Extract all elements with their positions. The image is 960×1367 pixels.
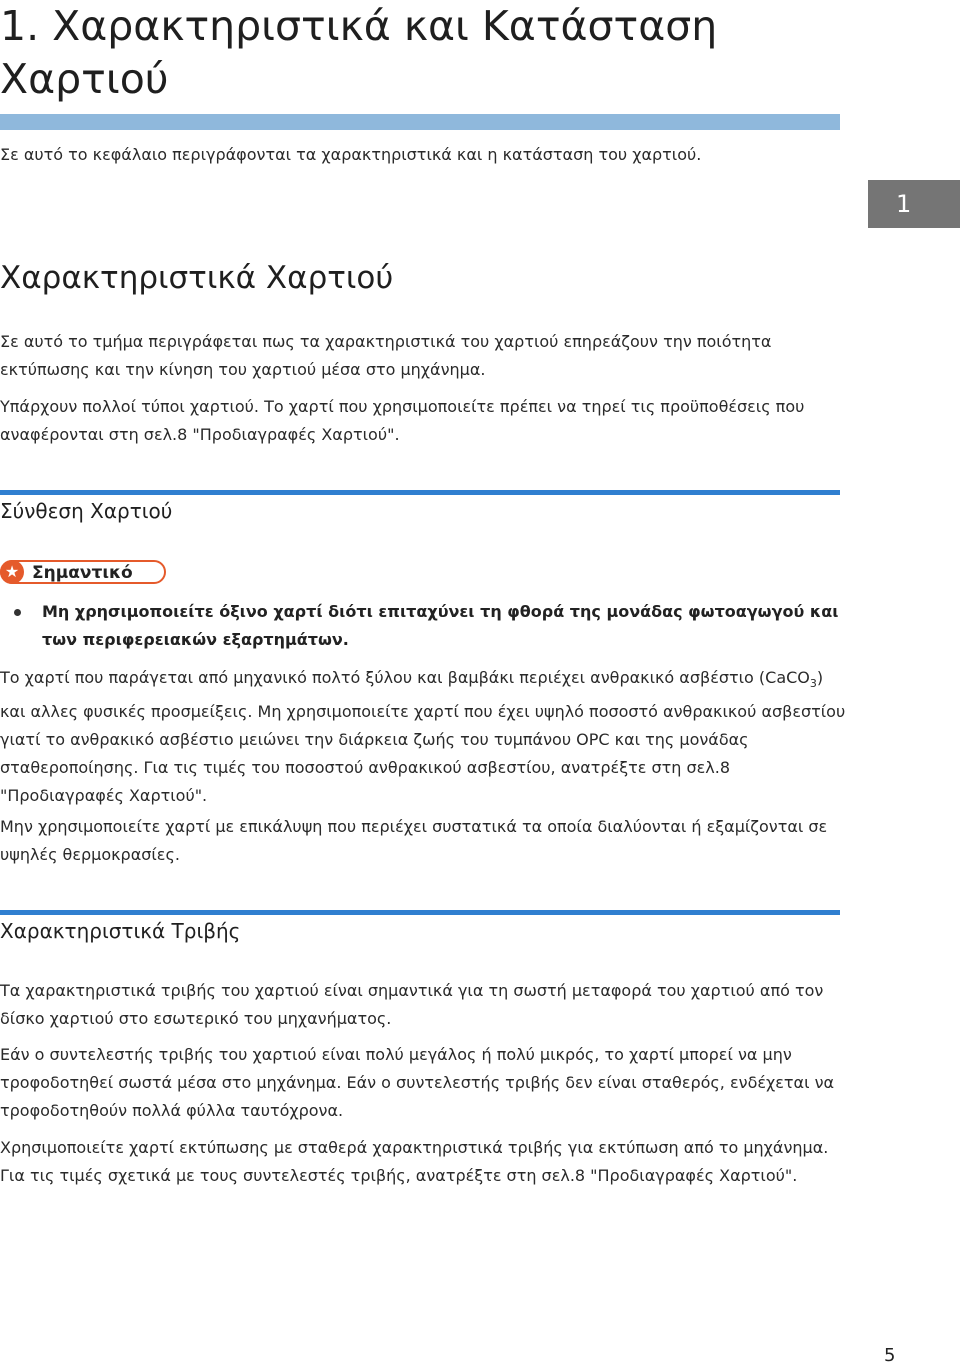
chemical-subscript: 3	[809, 677, 817, 691]
chapter-title: 1. Χαρακτηριστικά και Κατάσταση Χαρτιού	[0, 2, 718, 103]
composition-paragraph-1-start: Το χαρτί που παράγεται από μηχανικό πολτό ξύλου και βαμβάκι περιέχει ανθρακικό ασβέστιο (CaCO	[0, 668, 810, 687]
important-bullet-list	[0, 598, 850, 654]
friction-paragraph-2: Εάν ο συντελεστής τριβής του χαρτιού είναι πολύ μεγάλος ή πολύ μικρός, το χαρτί μπορεί να μην τροφοδοτηθεί σωστά μέσα στο μηχάνημα. Εάν ο συντελεστής τριβής δεν είναι σταθερός, ενδέχεται να τροφοδοτηθούν πολλά φύλλα ταυτόχρονα.	[0, 1045, 835, 1120]
friction-paragraph-3: Χρησιμοποιείτε χαρτί εκτύπωσης με σταθερά χαρακτηριστικά τριβής για εκτύπωση από το μηχάνημα. Για τις τιμές σχετικά με τους συντελεστές τριβής, ανατρέξτε στη σελ.8 "Προδιαγραφές Χαρτιού".	[0, 1138, 829, 1185]
star-icon: ★	[0, 560, 24, 584]
bullet-text: Μη χρησιμοποιείτε όξινο χαρτί διότι επιταχύνει τη φθορά της μονάδας φωτοαγωγού και των περιφερειακών εξαρτημάτων.	[42, 602, 839, 649]
composition-section-rule	[0, 490, 840, 495]
characteristics-paragraph-2: Υπάρχουν πολλοί τύποι χαρτιού. Το χαρτί που χρησιμοποιείτε πρέπει να τηρεί τις προϋποθέσεις που αναφέρονται στη σελ.8 "Προδιαγραφές Χαρτιού".	[0, 397, 805, 444]
important-badge	[0, 560, 166, 584]
page-number: 5	[884, 1345, 896, 1366]
chapter-title-rule	[0, 114, 840, 130]
section-heading-characteristics: Χαρακτηριστικά Χαρτιού	[0, 260, 394, 296]
friction-section-rule	[0, 910, 840, 915]
section-heading-composition: Σύνθεση Χαρτιού	[0, 499, 173, 523]
friction-paragraph-1: Τα χαρακτηριστικά τριβής του χαρτιού είναι σημαντικά για τη σωστή μεταφορά του χαρτιού από τον δίσκο χαρτιού στο εσωτερικό του μηχανήματος.	[0, 981, 824, 1028]
bullet-icon	[14, 609, 21, 616]
important-label: Σημαντικό	[32, 563, 133, 583]
chapter-intro: Σε αυτό το κεφάλαιο περιγράφονται τα χαρακτηριστικά και η κατάσταση του χαρτιού.	[0, 145, 702, 164]
characteristics-paragraph-1: Σε αυτό το τμήμα περιγράφεται πως τα χαρακτηριστικά του χαρτιού επηρεάζουν την ποιότητα εκτύπωσης και την κίνηση του χαρτιού μέσα στο μηχάνημα.	[0, 332, 772, 379]
chapter-tab: 1	[868, 180, 960, 228]
section-heading-friction: Χαρακτηριστικά Τριβής	[0, 919, 241, 943]
list-item	[0, 598, 850, 654]
composition-paragraph-1-end: ) και αλλες φυσικές προσμείξεις. Μη χρησιμοποιείτε χαρτί που έχει υψηλό ποσοστό ανθρακικού ασβεστίου γιατί το ανθρακικό ασβέστιο μειώνει την διάρκεια ζωής του τυμπάνου OPC και της μονάδας σταθεροποίησης. Για τις τιμές του ποσοστού ανθρακικού ασβεστίου, ανατρέξτε στη σελ.8 "Προδιαγραφές Χαρτιού".	[0, 668, 846, 806]
composition-paragraph-2: Μην χρησιμοποιείτε χαρτί με επικάλυψη που περιέχει συστατικά τα οποία διαλύονται ή εξαμίζονται σε υψηλές θερμοκρασίες.	[0, 817, 828, 864]
composition-paragraph-1	[0, 664, 850, 810]
